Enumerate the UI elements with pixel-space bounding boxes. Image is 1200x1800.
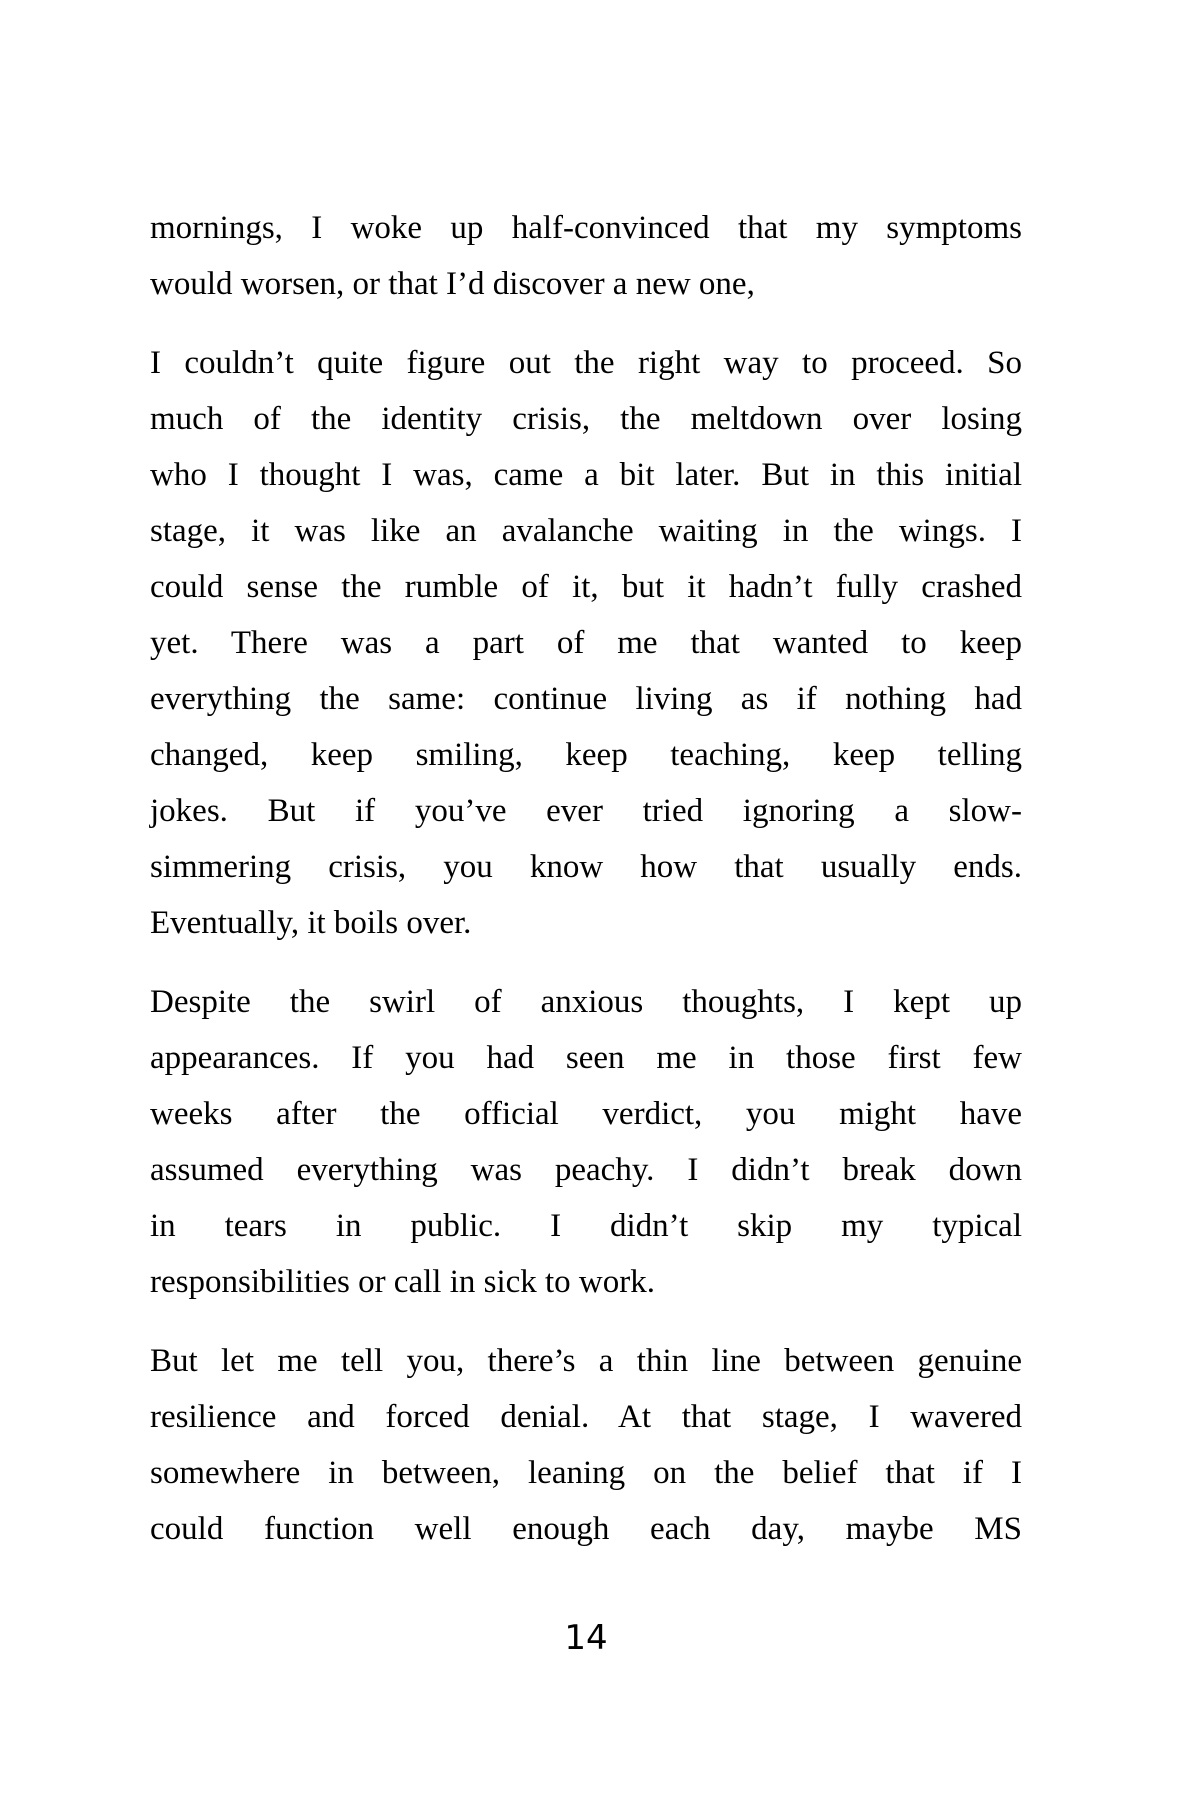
text-line: I couldn’t quite figure out the right way to proceed. So bbox=[150, 345, 1022, 381]
text-line: who I thought I was, came a bit later. But in this initial bbox=[150, 457, 1022, 493]
text-line: jokes. But if you’ve ever tried ignoring a slow- bbox=[150, 793, 1022, 829]
text-line: stage, it was like an avalanche waiting in the wings. I bbox=[150, 513, 1022, 549]
body-text bbox=[150, 200, 1022, 1580]
paragraph bbox=[150, 335, 1022, 951]
text-line: mornings, I woke up half-convinced that my symptoms bbox=[150, 210, 1022, 246]
paragraph bbox=[150, 1333, 1022, 1557]
text-line: could sense the rumble of it, but it hadn’t fully crashed bbox=[150, 569, 1022, 605]
text-line: resilience and forced denial. At that stage, I wavered bbox=[150, 1399, 1022, 1435]
text-line: But let me tell you, there’s a thin line between genuine bbox=[150, 1343, 1022, 1379]
text-line: Eventually, it boils over. bbox=[150, 905, 472, 941]
paragraph bbox=[150, 200, 1022, 312]
text-line: assumed everything was peachy. I didn’t break down bbox=[150, 1152, 1022, 1188]
text-line: weeks after the official verdict, you might have bbox=[150, 1096, 1022, 1132]
text-line: appearances. If you had seen me in those first few bbox=[150, 1040, 1022, 1076]
text-line: yet. There was a part of me that wanted to keep bbox=[150, 625, 1022, 661]
text-line: simmering crisis, you know how that usually ends. bbox=[150, 849, 1022, 885]
text-line: much of the identity crisis, the meltdown over losing bbox=[150, 401, 1022, 437]
text-line: could function well enough each day, maybe MS bbox=[150, 1511, 1022, 1547]
text-line: would worsen, or that I’d discover a new one, bbox=[150, 266, 755, 302]
text-line: somewhere in between, leaning on the belief that if I bbox=[150, 1455, 1022, 1491]
paragraph bbox=[150, 974, 1022, 1310]
page-number: 14 bbox=[564, 1618, 608, 1658]
text-line: everything the same: continue living as if nothing had bbox=[150, 681, 1022, 717]
text-line: in tears in public. I didn’t skip my typical bbox=[150, 1208, 1022, 1244]
text-line: responsibilities or call in sick to work. bbox=[150, 1264, 656, 1300]
text-line: Despite the swirl of anxious thoughts, I kept up bbox=[150, 984, 1022, 1020]
text-line: changed, keep smiling, keep teaching, keep telling bbox=[150, 737, 1022, 773]
